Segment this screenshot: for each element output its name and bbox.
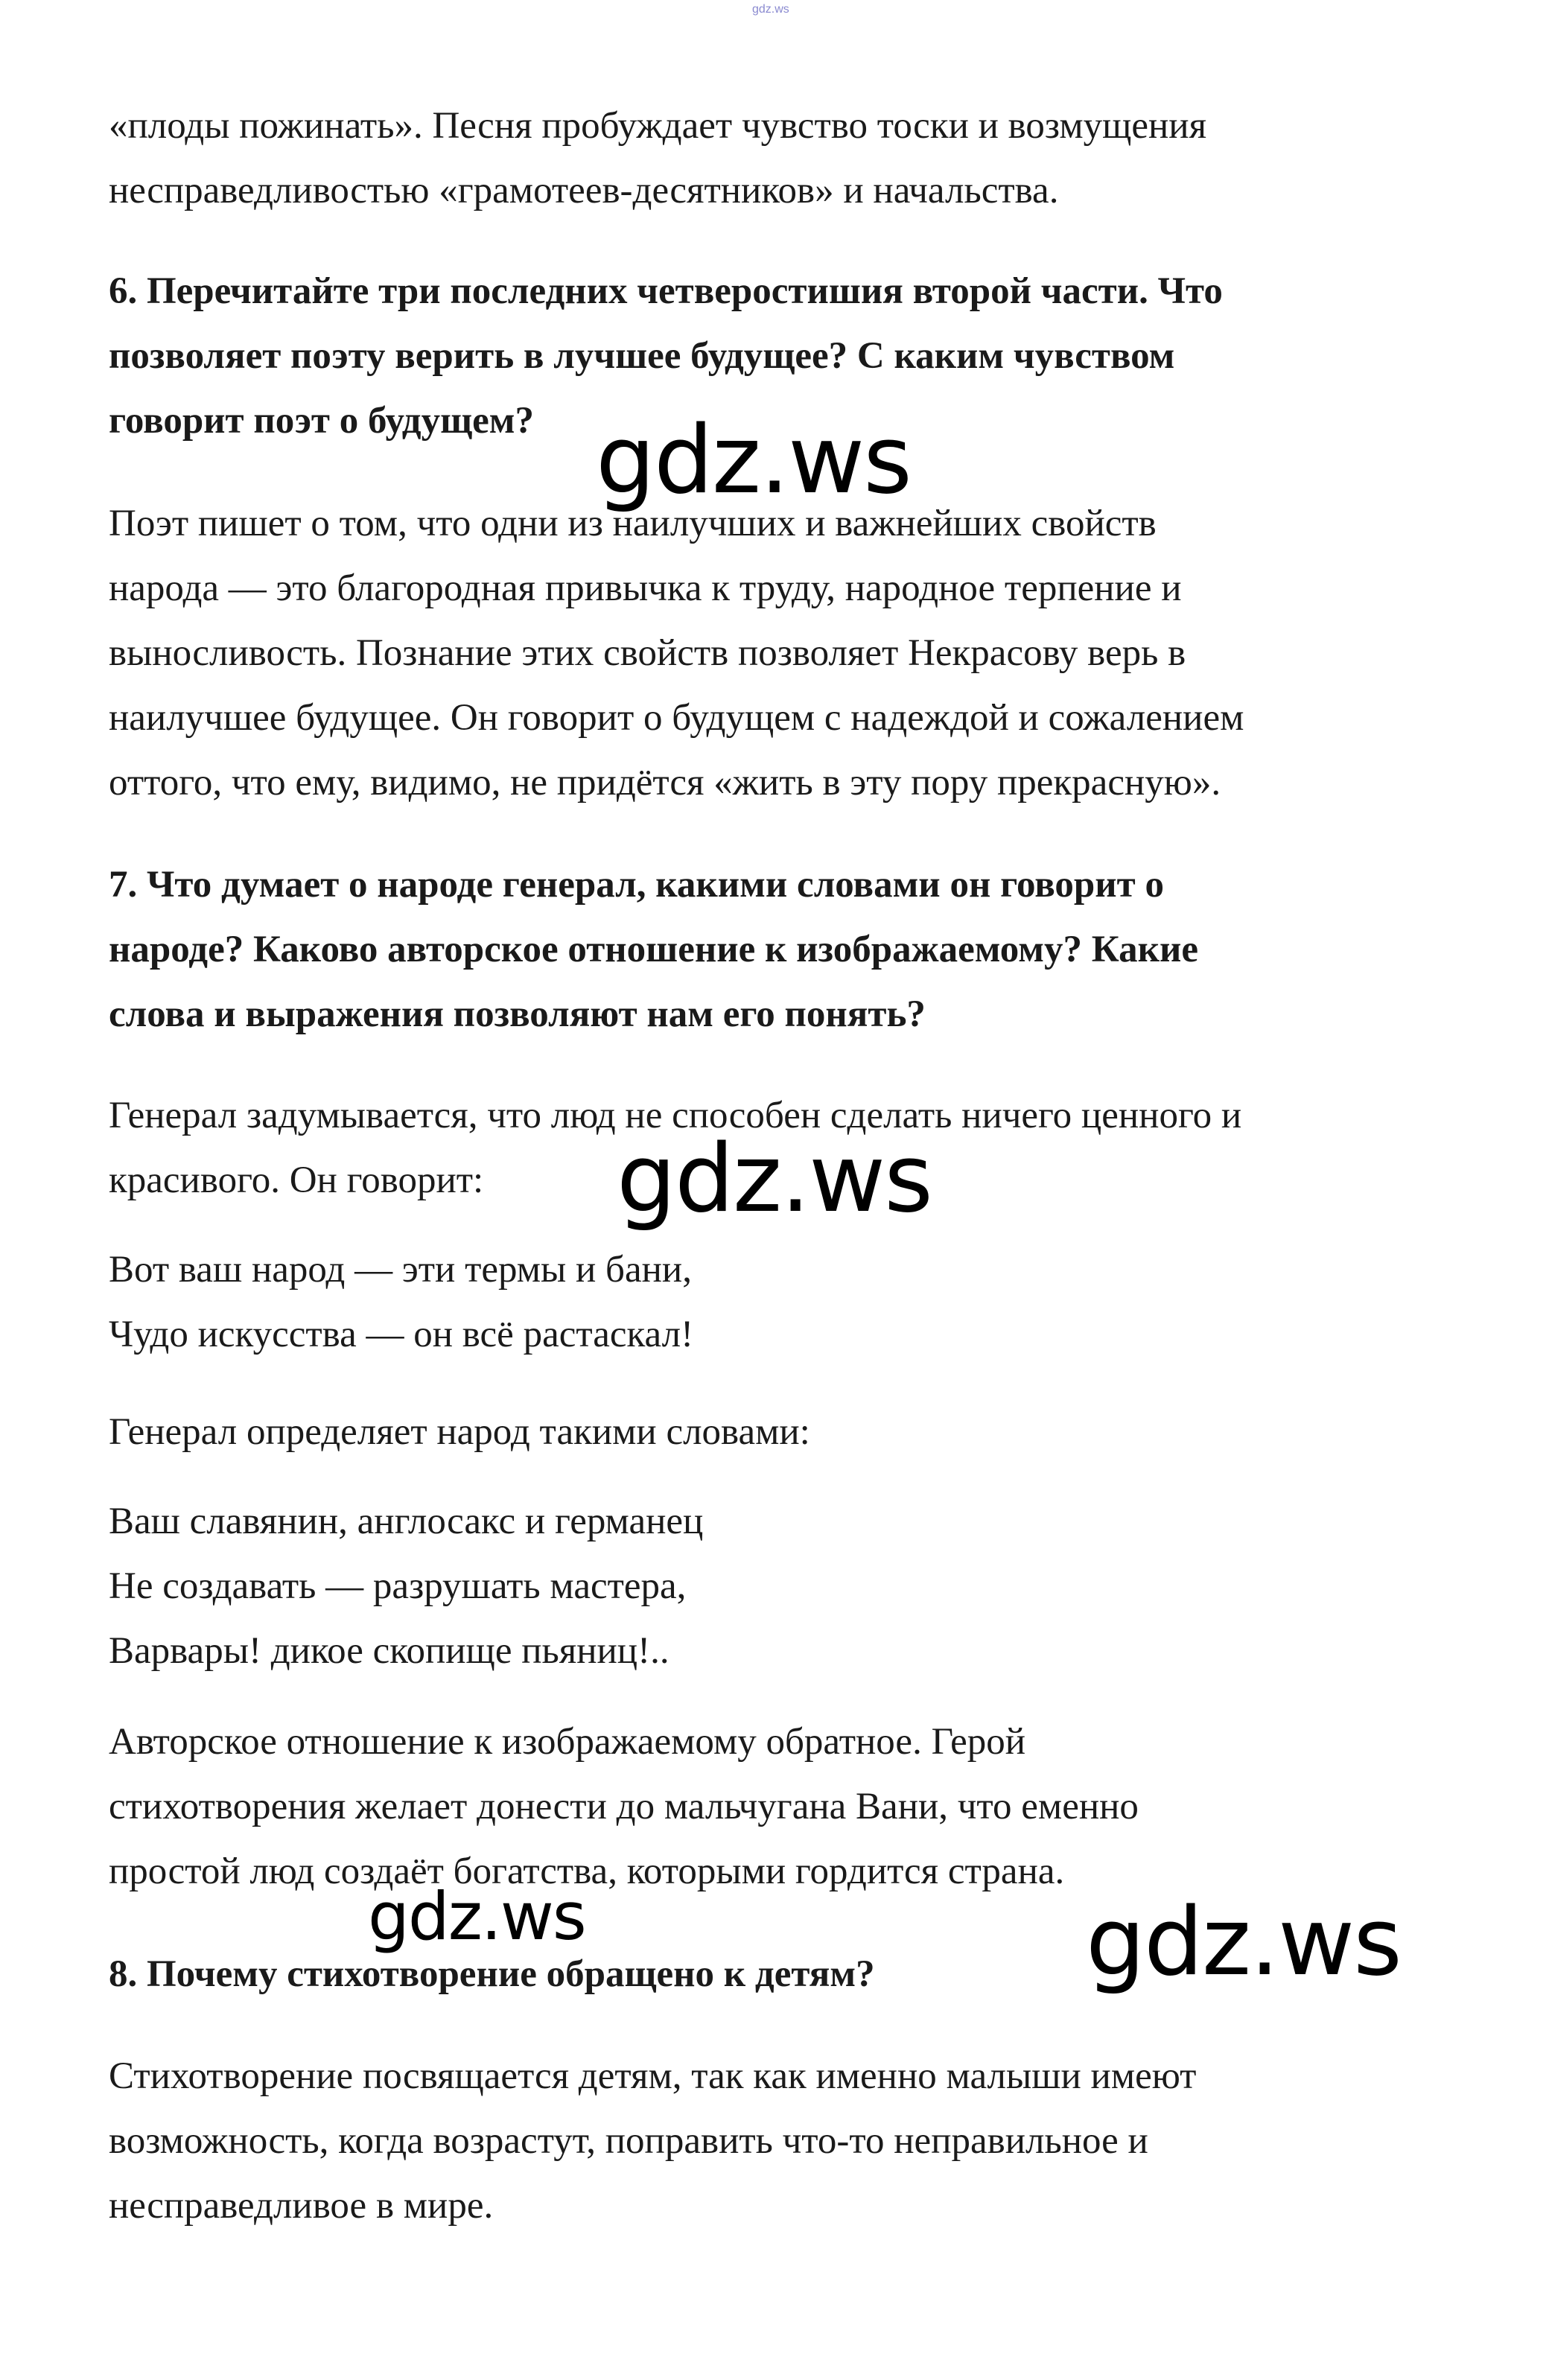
- watermark: gdz.ws: [1086, 1887, 1401, 1996]
- text-line: 8. Почему стихотворение обращено к детям?: [109, 1953, 875, 1995]
- text-line: простой люд создаёт богатства, которыми гордится страна.: [109, 1851, 1065, 1892]
- answer-7-conclusion: [109, 1710, 1449, 1904]
- header-watermark: gdz.ws: [752, 3, 789, 16]
- text-line: несправедливостью «грамотеев-десятников» и начальства.: [109, 170, 1059, 211]
- question-7: [109, 853, 1449, 1047]
- text-line: Стихотворение посвящается детям, так как именно малыши имеют: [109, 2055, 1197, 2097]
- text-line: Ваш славянин, англосакс и германец: [109, 1501, 704, 1542]
- text-line: возможность, когда возрастут, поправить что-то неправильное и: [109, 2120, 1148, 2162]
- quote-2: [109, 1489, 1449, 1684]
- quote-1: [109, 1238, 1449, 1367]
- text-line: позволяет поэту верить в лучшее будущее? С каким чувством: [109, 335, 1175, 377]
- text-line: выносливость. Познание этих свойств позволяет Некрасову верь в: [109, 632, 1186, 674]
- answer-8: [109, 2044, 1449, 2239]
- text-line: 7. Что думает о народе генерал, какими словами он говорит о: [109, 864, 1164, 906]
- text-line: несправедливое в мире.: [109, 2185, 494, 2227]
- text-line: Не создавать — разрушать мастера,: [109, 1565, 687, 1607]
- text-line: Поэт пишет о том, что одни из наилучших и важнейших свойств: [109, 503, 1157, 544]
- text-line: стихотворения желает донести до мальчугана Вани, что еменно: [109, 1786, 1139, 1827]
- watermark: gdz.ws: [368, 1878, 585, 1955]
- text-line: Генерал определяет народ такими словами:: [109, 1411, 810, 1453]
- text-line: наилучшее будущее. Он говорит о будущем с надеждой и сожалением: [109, 697, 1244, 739]
- text-line: Авторское отношение к изображаемому обратное. Герой: [109, 1721, 1026, 1763]
- text-line: Генерал задумывается, что люд не способен сделать ничего ценного и: [109, 1095, 1242, 1136]
- text-line: 6. Перечитайте три последних четверостишия второй части. Что: [109, 270, 1223, 312]
- watermark: gdz.ws: [617, 1124, 932, 1233]
- watermark: gdz.ws: [596, 405, 911, 515]
- text-line: народе? Каково авторское отношение к изображаемому? Какие: [109, 929, 1199, 970]
- text-line: говорит поэт о будущем?: [109, 400, 535, 442]
- answer-7-middle: [109, 1400, 1449, 1465]
- paragraph-intro: [109, 94, 1449, 223]
- text-line: оттого, что ему, видимо, не придётся «жить в эту пору прекрасную».: [109, 762, 1221, 804]
- text-line: Чудо искусства — он всё растаскал!: [109, 1314, 694, 1355]
- text-line: «плоды пожинать». Песня пробуждает чувство тоски и возмущения: [109, 105, 1207, 147]
- answer-6: [109, 491, 1449, 815]
- text-line: Вот ваш народ — эти термы и бани,: [109, 1249, 692, 1291]
- text-line: красивого. Он говорит:: [109, 1159, 484, 1201]
- text-line: слова и выражения позволяют нам его понять?: [109, 993, 926, 1035]
- text-line: Варвары! дикое скопище пьяниц!..: [109, 1630, 669, 1672]
- text-line: народа — это благородная привычка к труду, народное терпение и: [109, 567, 1182, 609]
